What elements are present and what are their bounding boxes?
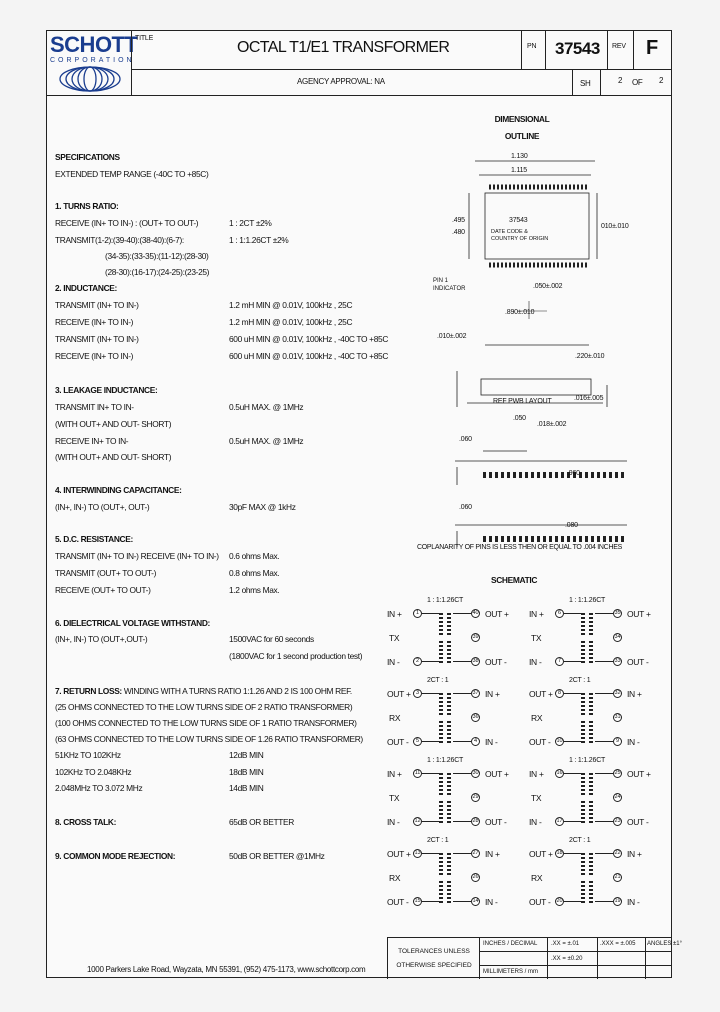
mm-label: MILLIMETERS / mm bbox=[483, 969, 539, 975]
sh-label: SH bbox=[580, 79, 591, 88]
coil-winding-icon bbox=[439, 641, 443, 663]
sh-value: 2 bbox=[618, 76, 623, 85]
coil-winding-icon bbox=[581, 773, 585, 795]
sch-bot-left-label: OUT - bbox=[387, 737, 409, 747]
inductance-row-left: RECEIVE (IN+ TO IN-) bbox=[55, 351, 134, 361]
lead-wire bbox=[422, 661, 439, 662]
lead-wire bbox=[564, 693, 581, 694]
sch-top-right-label: OUT + bbox=[485, 769, 509, 779]
sch-mid-label: TX bbox=[389, 793, 400, 803]
pin-number: 21 bbox=[614, 874, 621, 880]
pin-number: 9 bbox=[613, 737, 622, 746]
turns-row-right: 1 : 2CT ±2% bbox=[229, 218, 272, 228]
pin-number: 10 bbox=[556, 738, 563, 744]
doc-title: OCTAL T1/E1 TRANSFORMER bbox=[237, 39, 450, 56]
lead-wire bbox=[595, 693, 613, 694]
title-label: TITLE bbox=[135, 35, 154, 42]
sch-mid-label: TX bbox=[531, 793, 542, 803]
inductance-row-right: 1.2 mH MIN @ 0.01V, 100kHz , 25C bbox=[229, 300, 353, 310]
dim-890: .890±.010 bbox=[505, 309, 535, 316]
logo-wave-icon bbox=[50, 64, 130, 94]
pwb-layout: REF PWB LAYOUT bbox=[493, 398, 552, 405]
coil-winding-icon bbox=[447, 721, 451, 743]
leakage-heading: 3. LEAKAGE INDUCTANCE: bbox=[55, 385, 158, 395]
schematic-block bbox=[387, 597, 527, 681]
capacitance-row-right: 30pF MAX @ 1kHz bbox=[229, 502, 296, 512]
lead-wire bbox=[564, 661, 581, 662]
return-loss-note: (100 OHMS CONNECTED TO THE LOW TURNS SIDE OF 1 RATIO TRANSFORMER) bbox=[55, 718, 357, 728]
pin-number: 22 bbox=[614, 850, 621, 856]
sch-bot-right-label: IN - bbox=[485, 737, 498, 747]
dim-018: .018±.002 bbox=[537, 421, 567, 428]
sch-bot-left-label: OUT - bbox=[529, 737, 551, 747]
tol-angles: ANGLES ±1° bbox=[647, 941, 683, 947]
sch-top-right-label: IN + bbox=[485, 689, 500, 699]
capacitance-row-left: (IN+, IN-) TO (OUT+, OUT-) bbox=[55, 502, 150, 512]
sch-mid-label: TX bbox=[389, 633, 400, 643]
sch-mid-label: RX bbox=[531, 873, 543, 883]
dielectric-row-left: (IN+, IN-) TO (OUT+,OUT-) bbox=[55, 634, 148, 644]
pin-number: 14 bbox=[472, 898, 479, 904]
sch-bot-right-label: OUT - bbox=[485, 817, 507, 827]
coil-winding-icon bbox=[447, 613, 451, 635]
coil-winding-icon bbox=[589, 801, 593, 823]
pin-number: 34 bbox=[614, 634, 621, 640]
lead-wire bbox=[453, 693, 471, 694]
sch-top-left-label: IN + bbox=[387, 609, 402, 619]
lead-wire bbox=[453, 853, 471, 854]
sch-top-right-label: IN + bbox=[627, 849, 642, 859]
lead-wire bbox=[422, 773, 439, 774]
pin-number: 7 bbox=[555, 657, 564, 666]
sch-mid-label: RX bbox=[389, 713, 401, 723]
dim-1115: 1.115 bbox=[511, 167, 527, 174]
dim-010: .010±.002 bbox=[437, 333, 467, 340]
dim-480: .480 bbox=[452, 229, 465, 236]
inductance-row-left: TRANSMIT (IN+ TO IN-) bbox=[55, 334, 139, 344]
coil-winding-icon bbox=[581, 693, 585, 715]
pin-number: 33 bbox=[614, 658, 621, 664]
coil-winding-icon bbox=[447, 693, 451, 715]
dielectric-row-right: 1500VAC for 60 seconds bbox=[229, 634, 314, 644]
pin-number: 4 bbox=[471, 737, 480, 746]
coil-winding-icon bbox=[439, 613, 443, 635]
dielectric-heading: 6. DIELECTRICAL VOLTAGE WITHSTAND: bbox=[55, 618, 210, 628]
lead-wire bbox=[453, 661, 471, 662]
sch-bot-left-label: OUT - bbox=[387, 897, 409, 907]
coil-winding-icon bbox=[447, 773, 451, 795]
pin-number: 20 bbox=[556, 898, 563, 904]
dielectric-row-right: (1800VAC for 1 second production test) bbox=[229, 651, 363, 661]
lead-wire bbox=[453, 773, 471, 774]
lead-wire bbox=[595, 773, 613, 774]
sch-bot-left-label: IN - bbox=[387, 817, 400, 827]
sch-top-right-label: OUT + bbox=[485, 609, 509, 619]
lead-wire bbox=[564, 741, 581, 742]
of-value: 2 bbox=[659, 76, 664, 85]
resistance-row-right: 0.6 ohms Max. bbox=[229, 551, 280, 561]
return-loss-row-right: 14dB MIN bbox=[229, 783, 264, 793]
dim-060: .060 bbox=[459, 436, 472, 443]
dim-050: .050±.002 bbox=[533, 283, 563, 290]
date-code: DATE CODE & bbox=[491, 229, 528, 235]
tol-line-1: TOLERANCES UNLESS bbox=[398, 948, 470, 955]
leakage-row-left: (WITH OUT+ AND OUT- SHORT) bbox=[55, 419, 172, 429]
coil-winding-icon bbox=[589, 773, 593, 795]
pin-number: 38 bbox=[472, 658, 479, 664]
sch-top-right-label: IN + bbox=[485, 849, 500, 859]
return-loss-note: (63 OHMS CONNECTED TO THE LOW TURNS SIDE OF 1.26 RATIO TRANSFORMER) bbox=[55, 734, 363, 744]
coil-winding-icon bbox=[589, 881, 593, 903]
schematic-block bbox=[387, 757, 527, 841]
coil-winding-icon bbox=[447, 881, 451, 903]
pin-number: 39 bbox=[472, 634, 479, 640]
sch-top-left-label: OUT + bbox=[387, 849, 411, 859]
coil-winding-icon bbox=[581, 881, 585, 903]
pin-number: 31 bbox=[614, 714, 621, 720]
pin-number: 40 bbox=[472, 610, 479, 616]
return-loss-note: (25 OHMS CONNECTED TO THE LOW TURNS SIDE OF 2 RATIO TRANSFORMER) bbox=[55, 702, 353, 712]
dim-side: 010±.010 bbox=[601, 223, 629, 230]
lead-wire bbox=[422, 693, 439, 694]
pin-number: 28 bbox=[472, 818, 479, 824]
sch-ratio-label: 1 : 1:1.26CT bbox=[427, 597, 464, 604]
lead-wire bbox=[422, 741, 439, 742]
pin-number: 37 bbox=[472, 690, 479, 696]
turns-row-left: (34-35):(33-35):(11-12):(28-30) bbox=[105, 251, 209, 261]
part-mark: 37543 bbox=[509, 217, 528, 224]
coil-winding-icon bbox=[581, 853, 585, 875]
sch-top-right-label: IN + bbox=[627, 689, 642, 699]
logo bbox=[50, 32, 138, 95]
resistance-row-left: TRANSMIT (IN+ TO IN-) RECEIVE (IN+ TO IN-) bbox=[55, 551, 219, 561]
sch-mid-label: RX bbox=[389, 873, 401, 883]
turns-row-left: (28-30):(16-17):(24-25):(23-25) bbox=[105, 267, 210, 277]
sch-bot-right-label: OUT - bbox=[485, 657, 507, 667]
sch-top-left-label: IN + bbox=[529, 769, 544, 779]
schematic-heading: SCHEMATIC bbox=[491, 575, 538, 585]
coil-winding-icon bbox=[439, 721, 443, 743]
sch-mid-label: RX bbox=[531, 713, 543, 723]
pin-number: 17 bbox=[556, 818, 563, 824]
coil-winding-icon bbox=[589, 721, 593, 743]
leakage-row-left: (WITH OUT+ AND OUT- SHORT) bbox=[55, 452, 172, 462]
lead-wire bbox=[422, 901, 439, 902]
return-loss-row-left: 51KHz TO 102KHz bbox=[55, 750, 121, 760]
dim-080: .080 bbox=[565, 522, 578, 529]
schematic-block bbox=[529, 597, 669, 681]
turns-row-right: 1 : 1:1.26CT ±2% bbox=[229, 235, 289, 245]
pin-number: 2 bbox=[413, 657, 422, 666]
crosstalk-heading: 8. CROSS TALK: bbox=[55, 817, 117, 827]
coplanarity-note: COPLANARITY OF PINS IS LESS THEN OR EQUAL TO .004 INCHES bbox=[417, 544, 622, 551]
pin-number: 30 bbox=[472, 770, 479, 776]
lead-wire bbox=[595, 821, 613, 822]
pin-number: 18 bbox=[556, 850, 563, 856]
schematic-block bbox=[387, 677, 527, 761]
pin1-label bbox=[433, 277, 465, 293]
pn-label: PN bbox=[527, 43, 537, 50]
crosstalk-value: 65dB OR BETTER bbox=[229, 817, 294, 827]
dim-1130: 1.130 bbox=[511, 153, 528, 160]
pn-value: 37543 bbox=[555, 39, 600, 58]
lead-wire bbox=[453, 901, 471, 902]
pin-number: 13 bbox=[414, 850, 421, 856]
leakage-row-right: 0.5uH MAX. @ 1MHz bbox=[229, 436, 304, 446]
resistance-row-right: 1.2 ohms Max. bbox=[229, 585, 280, 595]
coil-winding-icon bbox=[581, 613, 585, 635]
tolerance-label bbox=[391, 945, 477, 973]
sch-ratio-label: 2CT : 1 bbox=[427, 677, 449, 684]
tol-xx: .XX = ±.01 bbox=[551, 941, 580, 947]
lead-wire bbox=[453, 821, 471, 822]
tol-xxx: .XXX = ±.005 bbox=[600, 941, 636, 947]
pin-number: 26 bbox=[472, 874, 479, 880]
sch-bot-left-label: IN - bbox=[529, 817, 542, 827]
sch-ratio-label: 1 : 1:1.26CT bbox=[569, 757, 606, 764]
cmr-heading: 9. COMMON MODE REJECTION: bbox=[55, 851, 176, 861]
logo-name: SCHOTT bbox=[50, 32, 138, 57]
inductance-row-right: 1.2 mH MIN @ 0.01V, 100kHz , 25C bbox=[229, 317, 353, 327]
pin-number: 11 bbox=[414, 770, 421, 776]
sch-top-left-label: OUT + bbox=[387, 689, 411, 699]
inches-label: INCHES / DECIMAL bbox=[483, 941, 538, 947]
dim-060b: .060 bbox=[459, 504, 472, 511]
return-loss-heading: 7. RETURN LOSS: bbox=[55, 686, 122, 696]
sch-ratio-label: 2CT : 1 bbox=[569, 677, 591, 684]
sch-ratio-label: 1 : 1:1.26CT bbox=[427, 757, 464, 764]
dim-016: .016±.005 bbox=[574, 395, 604, 402]
drawing-sheet bbox=[46, 30, 683, 978]
sch-top-left-label: IN + bbox=[529, 609, 544, 619]
address: 1000 Parkers Lake Road, Wayzata, MN 55391, (952) 475-1173, www.schottcorp.com bbox=[87, 965, 366, 974]
leakage-row-right: 0.5uH MAX. @ 1MHz bbox=[229, 402, 304, 412]
tol-xx2: .XX = ±0.20 bbox=[551, 956, 583, 962]
dim-220: .220±.010 bbox=[575, 353, 605, 360]
country-of-origin: COUNTRY OF ORIGIN bbox=[491, 236, 549, 242]
coil-winding-icon bbox=[581, 801, 585, 823]
lead-wire bbox=[595, 901, 613, 902]
turns-heading: 1. TURNS RATIO: bbox=[55, 201, 119, 211]
sch-ratio-label: 2CT : 1 bbox=[569, 837, 591, 844]
indicator-text: INDICATOR bbox=[433, 286, 466, 292]
coil-winding-icon bbox=[447, 853, 451, 875]
sch-bot-right-label: OUT - bbox=[627, 657, 649, 667]
turns-row-left: TRANSMIT(1-2):(39-40):(38-40):(6-7): bbox=[55, 235, 184, 245]
sch-top-left-label: OUT + bbox=[529, 849, 553, 859]
sch-bot-left-label: IN - bbox=[529, 657, 542, 667]
temp-range: EXTENDED TEMP RANGE (-40C TO +85C) bbox=[55, 169, 209, 179]
resistance-row-right: 0.8 ohms Max. bbox=[229, 568, 280, 578]
dim-495: .495 bbox=[452, 217, 465, 224]
pin-number: 27 bbox=[472, 850, 479, 856]
date-code-mark bbox=[491, 229, 548, 243]
schematic-block bbox=[387, 837, 527, 921]
tol-line-2: OTHERWISE SPECIFIED bbox=[396, 962, 472, 969]
lead-wire bbox=[595, 741, 613, 742]
inductance-row-right: 600 uH MIN @ 0.01V, 100kHz , -40C TO +85C bbox=[229, 351, 389, 361]
sch-bot-left-label: OUT - bbox=[529, 897, 551, 907]
sch-top-left-label: OUT + bbox=[529, 689, 553, 699]
pin-number: 19 bbox=[614, 898, 621, 904]
outline-heading-2: OUTLINE bbox=[504, 131, 540, 141]
pin-number: 3 bbox=[413, 689, 422, 698]
schematic-block bbox=[529, 757, 669, 841]
coil-winding-icon bbox=[589, 693, 593, 715]
pin-number: 29 bbox=[472, 794, 479, 800]
lead-wire bbox=[564, 821, 581, 822]
outline-heading-1: DIMENSIONAL bbox=[494, 114, 550, 124]
lead-wire bbox=[564, 613, 581, 614]
capacitance-heading: 4. INTERWINDING CAPACITANCE: bbox=[55, 485, 182, 495]
coil-winding-icon bbox=[581, 641, 585, 663]
pin-number: 6 bbox=[555, 609, 564, 618]
spec-heading: SPECIFICATIONS bbox=[55, 152, 120, 162]
sch-ratio-label: 2CT : 1 bbox=[427, 837, 449, 844]
resistance-row-left: RECEIVE (OUT+ TO OUT-) bbox=[55, 585, 151, 595]
dim-960: .960 bbox=[567, 470, 580, 477]
sch-top-right-label: OUT + bbox=[627, 769, 651, 779]
dim-150: .050 bbox=[513, 415, 526, 422]
pin-number: 23 bbox=[614, 818, 621, 824]
schematic-block bbox=[529, 677, 669, 761]
inductance-row-right: 600 uH MIN @ 0.01V, 100kHz , -40C TO +85C bbox=[229, 334, 389, 344]
inductance-row-left: TRANSMIT (IN+ TO IN-) bbox=[55, 300, 139, 310]
sch-bot-right-label: IN - bbox=[627, 737, 640, 747]
lead-wire bbox=[422, 853, 439, 854]
resistance-heading: 5. D.C. RESISTANCE: bbox=[55, 534, 133, 544]
lead-wire bbox=[422, 821, 439, 822]
outline-heading bbox=[477, 111, 567, 145]
lead-wire bbox=[595, 661, 613, 662]
coil-winding-icon bbox=[439, 881, 443, 903]
of-label: OF bbox=[632, 78, 643, 87]
pin-number: 12 bbox=[414, 818, 421, 824]
coil-winding-icon bbox=[439, 801, 443, 823]
schematic-block bbox=[529, 837, 669, 921]
coil-winding-icon bbox=[439, 773, 443, 795]
return-loss-line bbox=[55, 686, 352, 696]
lead-wire bbox=[453, 741, 471, 742]
lead-wire bbox=[595, 613, 613, 614]
coil-winding-icon bbox=[447, 641, 451, 663]
pin-number: 1 bbox=[413, 609, 422, 618]
leakage-row-left: TRANSMIT IN+ TO IN- bbox=[55, 402, 134, 412]
pin-number: 5 bbox=[413, 737, 422, 746]
sch-bot-right-label: IN - bbox=[627, 897, 640, 907]
rev-value: F bbox=[646, 37, 659, 59]
resistance-row-left: TRANSMIT (OUT+ TO OUT-) bbox=[55, 568, 157, 578]
lead-wire bbox=[564, 853, 581, 854]
coil-winding-icon bbox=[439, 693, 443, 715]
inductance-heading: 2. INDUCTANCE: bbox=[55, 283, 117, 293]
pin-number: 16 bbox=[556, 770, 563, 776]
sch-bot-left-label: IN - bbox=[387, 657, 400, 667]
pin-number: 32 bbox=[614, 690, 621, 696]
sch-top-right-label: OUT + bbox=[627, 609, 651, 619]
pin-number: 35 bbox=[614, 610, 621, 616]
coil-winding-icon bbox=[589, 641, 593, 663]
outline-drawing bbox=[427, 149, 647, 549]
sch-top-left-label: IN + bbox=[387, 769, 402, 779]
agency-approval: AGENCY APPROVAL: NA bbox=[297, 77, 385, 86]
sch-bot-right-label: OUT - bbox=[627, 817, 649, 827]
logo-sub: CORPORATION bbox=[50, 57, 135, 64]
lead-wire bbox=[595, 853, 613, 854]
leakage-row-left: RECEIVE IN+ TO IN- bbox=[55, 436, 129, 446]
pin-number: 8 bbox=[555, 689, 564, 698]
return-loss-heading-rest: WINDING WITH A TURNS RATIO 1:1.26 AND 2 IS 100 OHM REF. bbox=[123, 686, 352, 696]
coil-winding-icon bbox=[589, 853, 593, 875]
inductance-row-left: RECEIVE (IN+ TO IN-) bbox=[55, 317, 134, 327]
cmr-value: 50dB OR BETTER @1MHz bbox=[229, 851, 325, 861]
return-loss-row-left: 102KHz TO 2.048KHz bbox=[55, 767, 132, 777]
coil-winding-icon bbox=[581, 721, 585, 743]
lead-wire bbox=[564, 901, 581, 902]
pin-number: 36 bbox=[472, 714, 479, 720]
pin-number: 15 bbox=[414, 898, 421, 904]
return-loss-row-right: 12dB MIN bbox=[229, 750, 264, 760]
coil-winding-icon bbox=[439, 853, 443, 875]
coil-winding-icon bbox=[447, 801, 451, 823]
lead-wire bbox=[422, 613, 439, 614]
sch-ratio-label: 1 : 1:1.26CT bbox=[569, 597, 606, 604]
lead-wire bbox=[453, 613, 471, 614]
coil-winding-icon bbox=[589, 613, 593, 635]
rev-label: REV bbox=[612, 43, 626, 50]
pin-number: 25 bbox=[614, 770, 621, 776]
sch-bot-right-label: IN - bbox=[485, 897, 498, 907]
sch-mid-label: TX bbox=[531, 633, 542, 643]
turns-row-left: RECEIVE (IN+ TO IN-) : (OUT+ TO OUT-) bbox=[55, 218, 199, 228]
pin-number: 24 bbox=[614, 794, 621, 800]
return-loss-row-left: 2.048MHz TO 3.072 MHz bbox=[55, 783, 143, 793]
lead-wire bbox=[564, 773, 581, 774]
pin1-text: PIN 1 bbox=[433, 278, 449, 284]
return-loss-row-right: 18dB MIN bbox=[229, 767, 264, 777]
